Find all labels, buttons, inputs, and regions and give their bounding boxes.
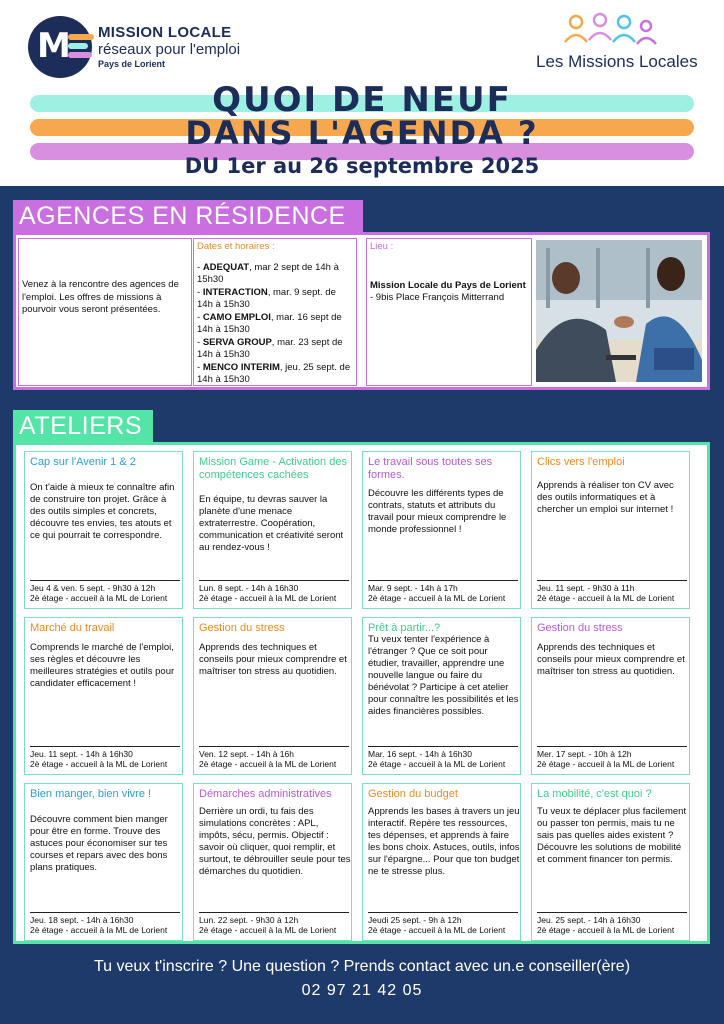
atelier-title: Bien manger, bien vivre ! xyxy=(30,788,152,800)
logo-line2: réseaux pour l'emploi xyxy=(98,41,241,58)
dates-label: Dates et horaires : xyxy=(197,241,275,252)
atelier-title: Cap sur l'Avenir 1 & 2 xyxy=(30,456,136,468)
date-item: - SERVA GROUP, mar. 23 sept de 14h à 15h30 xyxy=(197,336,343,360)
atelier-schedule: Ven. 12 sept. - 14h à 16h 2è étage - accueil à la ML de Lorient xyxy=(199,746,349,769)
atelier-title: Prêt à partir...? xyxy=(368,622,441,634)
atelier-card xyxy=(531,617,690,775)
place-label: Lieu : xyxy=(370,241,394,252)
ateliers-section xyxy=(13,442,710,944)
atelier-title: Marché du travail xyxy=(30,622,115,634)
missions-locales-logo xyxy=(530,12,700,76)
atelier-desc: On t'aide à mieux te connaître afin de construire ton projet. Grâce à des outils simples et concrets, découvre tes envies, tes atouts et ce qui pourrait te correspondre. xyxy=(30,482,175,541)
residence-intro xyxy=(18,238,192,386)
atelier-title: Gestion du stress xyxy=(537,622,623,634)
ateliers-heading: ATELIERS xyxy=(13,410,153,444)
atelier-desc: Derrière un ordi, tu fais des simulations concrètes : APL, impôts, sécu, permis. Objectif : savoir où cliquer, quoi remplir, et surtout, te débrouiller seule pour tes démarches du quotidien. xyxy=(199,806,351,877)
atelier-schedule: Mar. 9 sept. - 14h à 17h 2è étage - accueil à la ML de Lorient xyxy=(368,580,518,603)
atelier-card xyxy=(24,783,183,941)
atelier-desc: En équipe, tu devras sauver la planète d'une menace extraterrestre. Coopération, communication et créativité seront au rendez-vous ! xyxy=(199,494,344,553)
atelier-schedule: Jeu. 11 sept. - 9h30 à 11h 2è étage - accueil à la ML de Lorient xyxy=(537,580,687,603)
atelier-title: La mobilité, c'est quoi ? xyxy=(537,788,652,800)
date-item: - INTERACTION, mar. 9 sept. de 14h à 15h30 xyxy=(197,286,336,310)
atelier-schedule: Mar. 16 sept. - 14h à 16h30 2è étage - accueil à la ML de Lorient xyxy=(368,746,518,769)
atelier-desc: Tu veux tenter l'expérience à l'étranger ? Que ce soit pour étudier, travailler, apprendre une nouvelle langue ou faire du bénévolat ? Participe à cet atelier pour connaître les possibilités et les aides financières possibles. xyxy=(368,634,519,717)
atelier-card xyxy=(193,451,352,609)
atelier-card xyxy=(362,451,521,609)
contact-phone[interactable]: 02 97 21 42 05 xyxy=(301,982,423,999)
atelier-schedule: Jeudi 25 sept. - 9h à 12h 2è étage - accueil à la ML de Lorient xyxy=(368,912,518,935)
atelier-card xyxy=(24,451,183,609)
residence-place xyxy=(366,238,532,386)
page-subtitle: DU 1er au 26 septembre 2025 xyxy=(184,154,540,178)
atelier-desc: Apprends les bases à travers un jeu interactif. Repère tes ressources, tes dépenses, et apprends à faire les bons choix. Astuces, outils, infos sur l'épargne... Pour que ton budget ne te stresse plus. xyxy=(368,806,520,877)
missions-locales-text: Les Missions Locales xyxy=(536,52,698,71)
atelier-schedule: Jeu 4 & ven. 5 sept. - 9h30 à 12h 2è étage - accueil à la ML de Lorient xyxy=(30,580,180,603)
atelier-title: Démarches administratives xyxy=(199,788,332,800)
header xyxy=(0,0,724,186)
mission-locale-logo xyxy=(28,16,278,78)
atelier-card xyxy=(531,451,690,609)
logo-line1: MISSION LOCALE xyxy=(98,24,232,41)
residence-section xyxy=(13,232,710,390)
atelier-card xyxy=(193,617,352,775)
atelier-desc: Apprends des techniques et conseils pour mieux comprendre et maîtriser ton stress au quotidien. xyxy=(199,642,347,677)
contact-line: Tu veux t'inscrire ? Une question ? Prends contact avec un.e conseiller(ère) xyxy=(93,958,631,975)
atelier-schedule: Lun. 22 sept. - 9h30 à 12h 2è étage - accueil à la ML de Lorient xyxy=(199,912,349,935)
atelier-desc: Découvre comment bien manger pour être en forme. Trouve des astuces pour économiser sur tes courses et repars avec des bons plans pratiques. xyxy=(30,814,168,873)
logo-line3: Pays de Lorient xyxy=(98,59,166,69)
atelier-desc: Découvre les différents types de contrats, statuts et attributs du travail pour mieux comprendre le monde professionnel ! xyxy=(368,488,507,535)
date-item: - MENCO INTERIM, jeu. 25 sept. de 14h à 15h30 xyxy=(197,361,351,385)
atelier-desc: Comprends le marché de l'emploi, ses règles et découvre les meilleures stratégies et outils pour candidater efficacement ! xyxy=(30,642,175,689)
residence-heading: AGENCES EN RÉSIDENCE xyxy=(13,200,363,234)
atelier-card xyxy=(193,783,352,941)
atelier-title: Clics vers l'emploi xyxy=(537,456,625,468)
atelier-schedule: Mer. 17 sept. - 10h à 12h 2è étage - accueil à la ML de Lorient xyxy=(537,746,687,769)
residence-intro-text: Venez à la rencontre des agences de l'emploi. Les offres de missions à pourvoir vous seront présentées. xyxy=(22,279,179,315)
atelier-desc: Apprends des techniques et conseils pour mieux comprendre et maîtriser ton stress au quotidien. xyxy=(537,642,685,677)
page-title-line2: DANS L'AGENDA ? xyxy=(185,114,539,152)
page-title-line1: QUOI DE NEUF xyxy=(212,80,512,120)
people-group-icon xyxy=(562,12,662,50)
ml-badge-icon: M xyxy=(28,16,92,78)
atelier-title: Le travail sous toutes ses formes. xyxy=(368,456,493,481)
handshake-photo xyxy=(536,240,702,382)
atelier-card xyxy=(362,617,521,775)
atelier-title: Mission Game - Activation des compétences cachées xyxy=(199,456,347,481)
date-item: - ADEQUAT, mar 2 sept de 14h à 15h30 xyxy=(197,261,339,285)
atelier-desc: Tu veux te déplacer plus facilement ou passer ton permis, mais tu ne sais pas quelles aides existent ? Découvre les solutions de mobilité et comment financer ton permis. xyxy=(537,806,687,865)
atelier-schedule: Jeu. 18 sept. - 14h à 16h30 2è étage - accueil à la ML de Lorient xyxy=(30,912,180,935)
atelier-card xyxy=(24,617,183,775)
atelier-card xyxy=(531,783,690,941)
atelier-title: Gestion du budget xyxy=(368,788,458,800)
date-item: - CAMO EMPLOI, mar. 16 sept de 14h à 15h30 xyxy=(197,311,342,335)
residence-dates xyxy=(193,238,357,386)
atelier-title: Gestion du stress xyxy=(199,622,285,634)
atelier-card xyxy=(362,783,521,941)
place-text: Mission Locale du Pays de Lorient - 9bis Place François Mitterrand xyxy=(370,279,526,303)
atelier-schedule: Jeu. 25 sept. - 14h à 16h30 2è étage - accueil à la ML de Lorient xyxy=(537,912,687,935)
atelier-schedule: Lun. 8 sept. - 14h à 16h30 2è étage - accueil à la ML de Lorient xyxy=(199,580,349,603)
atelier-desc: Apprends à réaliser ton CV avec des outils informatiques et à chercher un emploi sur internet ! xyxy=(537,480,674,515)
atelier-schedule: Jeu. 11 sept. - 14h à 16h30 2è étage - accueil à la ML de Lorient xyxy=(30,746,180,769)
